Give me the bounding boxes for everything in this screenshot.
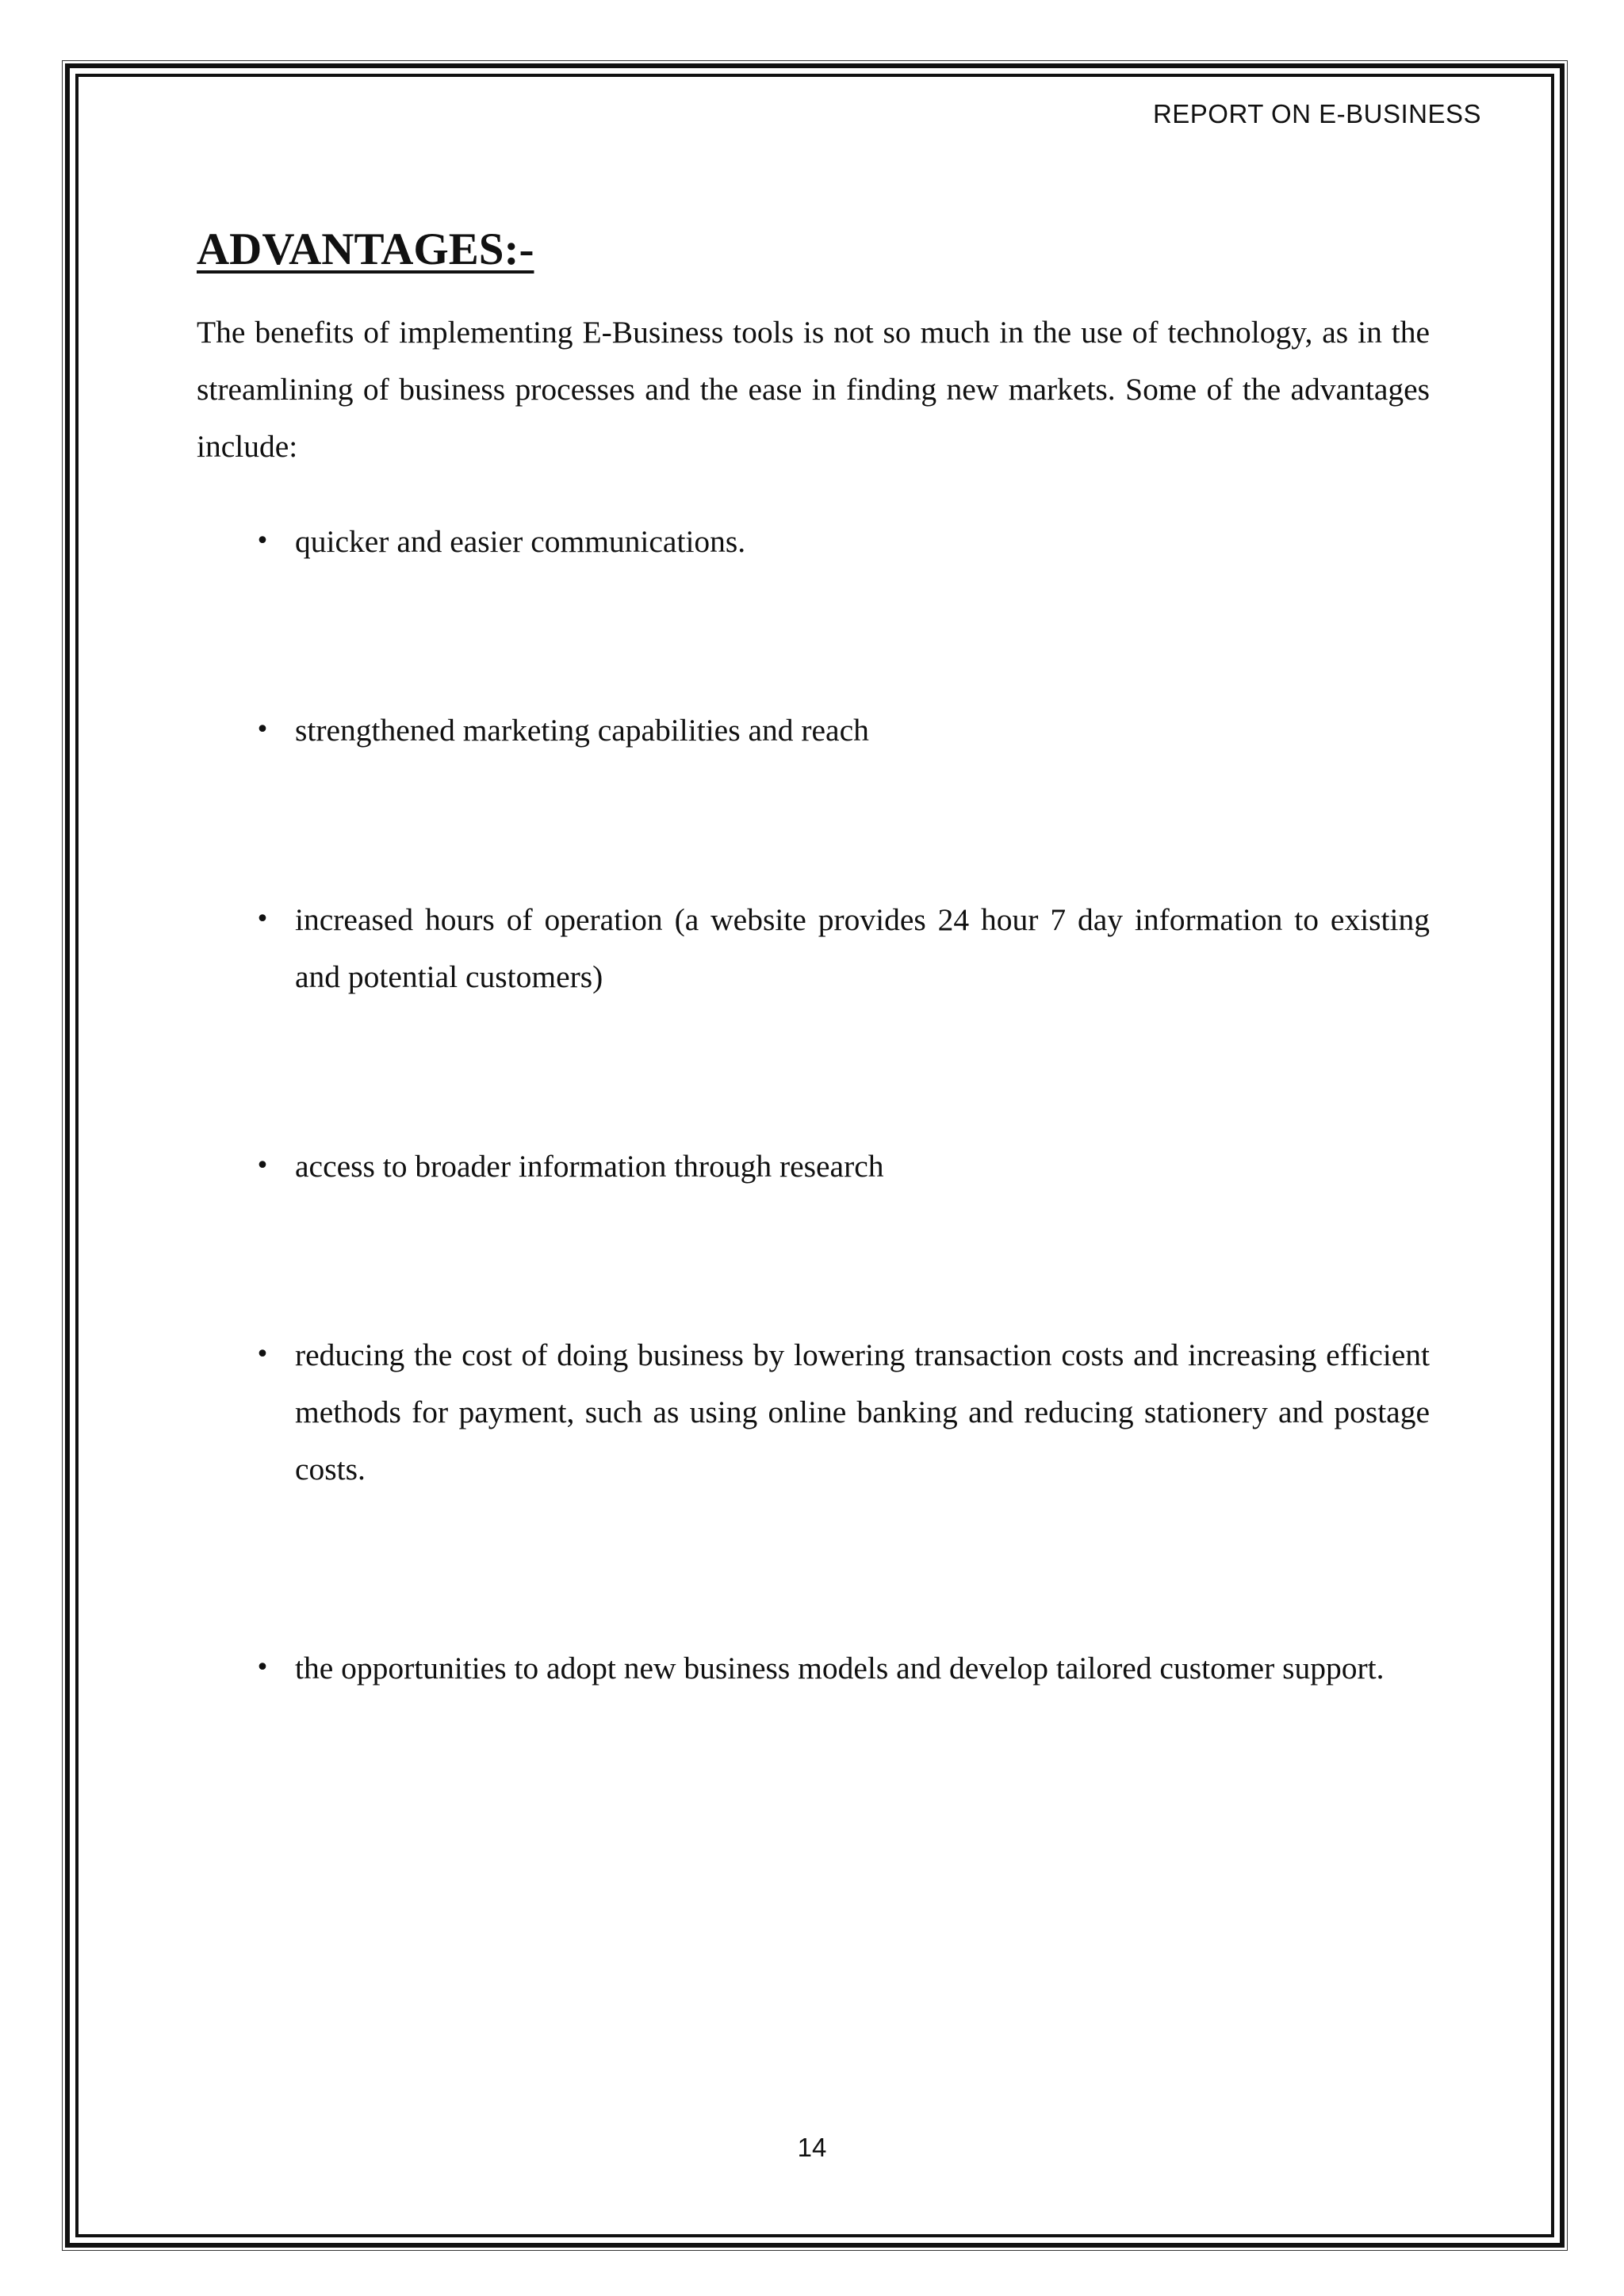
list-item-text: quicker and easier communications. — [295, 524, 746, 559]
list-item — [255, 1138, 1430, 1195]
list-item — [255, 702, 1430, 759]
bullet-icon: • — [255, 716, 270, 744]
bullet-icon: • — [255, 1341, 270, 1368]
list-item — [255, 891, 1430, 1005]
list-item — [255, 1326, 1430, 1498]
list-item-text: access to broader information through research — [295, 1149, 884, 1184]
bullet-icon: • — [255, 905, 270, 933]
running-header: REPORT ON E-BUSINESS — [1152, 99, 1481, 128]
list-item — [255, 513, 1430, 570]
list-item-text: strengthened marketing capabilities and reach — [295, 713, 869, 748]
list-item-text: the opportunities to adopt new business models and develop tailored customer support. — [295, 1651, 1385, 1686]
list-item-text: reducing the cost of doing business by lowering transaction costs and increasing efficient methods for payment, such as using online banking and reducing stationery and postage costs. — [295, 1337, 1430, 1487]
section-heading: ADVANTAGES:- — [197, 224, 534, 274]
intro-paragraph: The benefits of implementing E-Business tools is not so much in the use of technology, as in the streamlining of business processes and the ease in finding new markets. Some of the advantages include: — [197, 315, 1430, 464]
bullet-icon: • — [255, 1654, 270, 1682]
list-item — [255, 1640, 1430, 1697]
bullet-icon: • — [255, 1152, 270, 1180]
bullet-icon: • — [255, 527, 270, 555]
page-number: 14 — [797, 2133, 827, 2162]
list-item-text: increased hours of operation (a website provides 24 hour 7 day information to existing and potential customers) — [295, 902, 1430, 994]
